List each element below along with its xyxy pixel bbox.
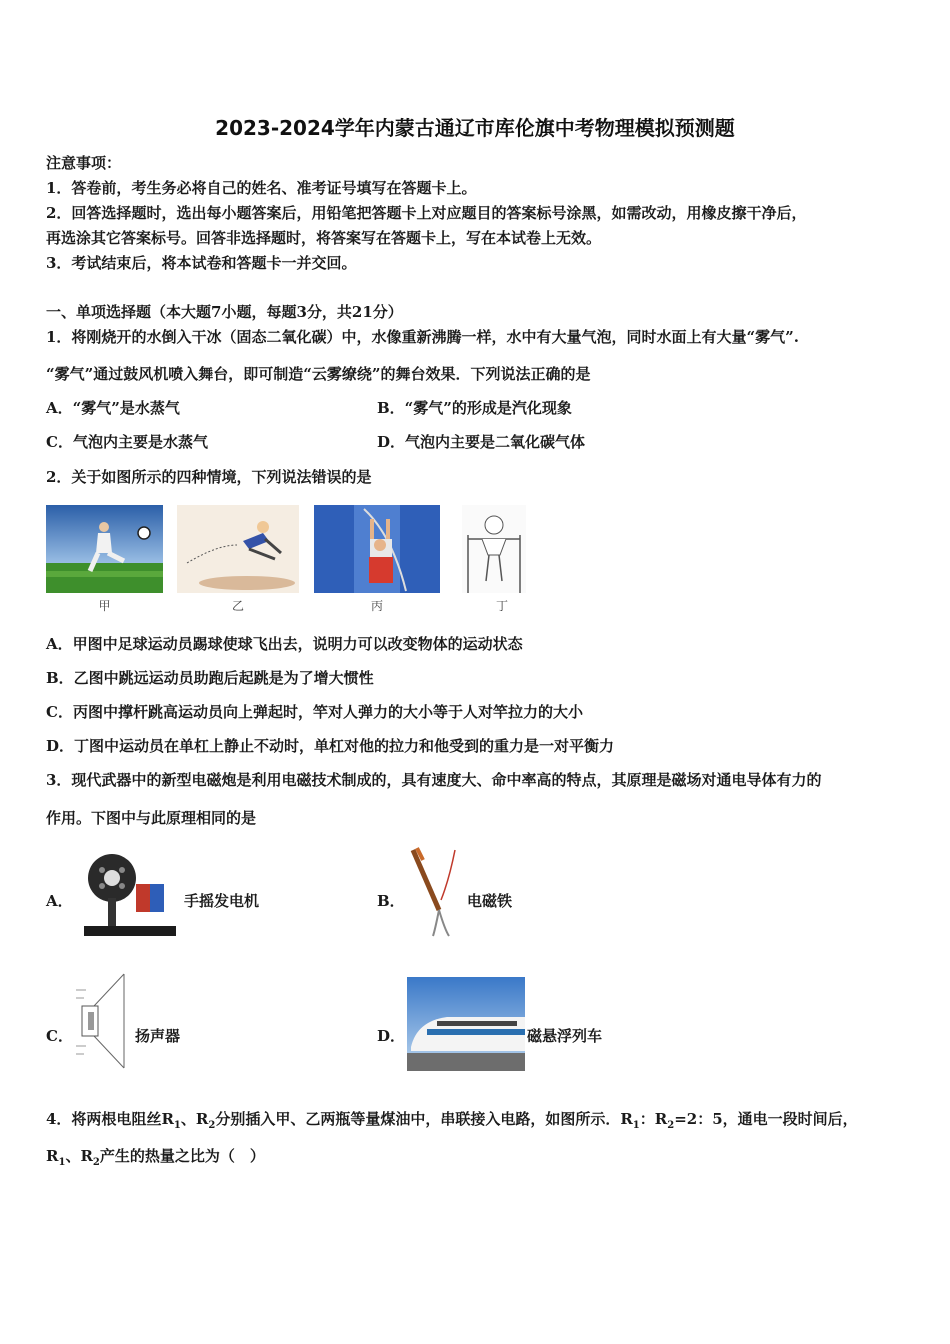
soccer-player-image [46, 505, 163, 593]
q3-option-d-text: 磁悬浮列车 [527, 1027, 603, 1045]
notice-item-2-cont: 再选涂其它答案标号。回答非选择题时，将答案写在答题卡上，写在本试卷上无效。 [46, 229, 602, 247]
notice-heading: 注意事项： [46, 154, 122, 172]
q3-option-c-text: 扬声器 [135, 1027, 181, 1045]
long-jump-image [177, 505, 299, 593]
q2-stem: 2．关于如图所示的四种情境，下列说法错误的是 [46, 468, 372, 486]
caption-jia: 甲 [98, 599, 111, 613]
q1-stem-line1: 1．将刚烧开的水倒入干冰（固态二氧化碳）中，水像重新沸腾一样，水中有大量气泡，同时水面上有大量“雾气”. [46, 328, 799, 346]
q2-option-c: C．丙图中撑杆跳高运动员向上弹起时，竿对人弹力的大小等于人对竿拉力的大小 [46, 703, 583, 721]
maglev-train-image [407, 977, 525, 1071]
electromagnet-image [405, 840, 465, 942]
q3-option-d-letter: D． [377, 1027, 406, 1045]
notice-item-3: 3．考试结束后，将本试卷和答题卡一并交回。 [46, 254, 357, 272]
page-title: 2023-2024学年内蒙古通辽市库伦旗中考物理模拟预测题 [215, 116, 735, 140]
high-bar-image [462, 505, 526, 593]
q3-option-b-text: 电磁铁 [467, 892, 513, 910]
q2-option-b: B．乙图中跳远运动员助跑后起跳是为了增大惯性 [46, 669, 374, 687]
q1-stem-line2: “雾气”通过鼓风机喷入舞台，即可制造“云雾缭绕”的舞台效果．下列说法正确的是 [46, 365, 591, 383]
q2-option-d: D．丁图中运动员在单杠上静止不动时，单杠对他的拉力和他受到的重力是一对平衡力 [46, 737, 615, 755]
q1-option-c: C．气泡内主要是水蒸气 [46, 433, 208, 451]
q4-stem-line2: $R_1$、$R_2$产生的热量之比为（ ） [46, 1147, 265, 1168]
caption-yi: 乙 [231, 599, 244, 613]
speaker-diagram-image [74, 970, 134, 1072]
q1-option-a: A．“雾气”是水蒸气 [46, 399, 180, 417]
q3-option-c-letter: C． [46, 1027, 73, 1045]
caption-ding: 丁 [495, 599, 508, 613]
notice-item-2: 2．回答选择题时，选出每小题答案后，用铅笔把答题卡上对应题目的答案标号涂黑，如需改动，用橡皮擦干净后， [46, 204, 807, 222]
q3-option-b-letter: B． [377, 892, 405, 910]
q4-stem-line1: 4．将两根电阻丝$R_1$、$R_2$分别插入甲、乙两瓶等量煤油中，串联接入电路，如图所示．$R_1$：$R_2=2$：5，通电一段时间后， [46, 1110, 858, 1131]
q3-stem-line1: 3．现代武器中的新型电磁炮是利用电磁技术制成的，具有速度大、命中率高的特点，其原理是磁场对通电导体有力的 [46, 771, 822, 789]
notice-item-1: 1．答卷前，考生务必将自己的姓名、准考证号填写在答题卡上。 [46, 179, 477, 197]
q1-option-b: B．“雾气”的形成是汽化现象 [377, 399, 572, 417]
q3-option-a-text: 手摇发电机 [184, 892, 260, 910]
q3-stem-line2: 作用。下图中与此原理相同的是 [46, 809, 257, 827]
hand-crank-generator-image [78, 848, 180, 940]
q1-option-d: D．气泡内主要是二氧化碳气体 [377, 433, 586, 451]
q3-option-a-letter: A． [46, 892, 73, 910]
section-heading: 一、单项选择题（本大题7小题，每题3分，共21分） [46, 303, 403, 321]
caption-bing: 丙 [370, 599, 383, 613]
q2-option-a: A．甲图中足球运动员踢球使球飞出去，说明力可以改变物体的运动状态 [46, 635, 523, 653]
pole-vault-image [314, 505, 440, 593]
